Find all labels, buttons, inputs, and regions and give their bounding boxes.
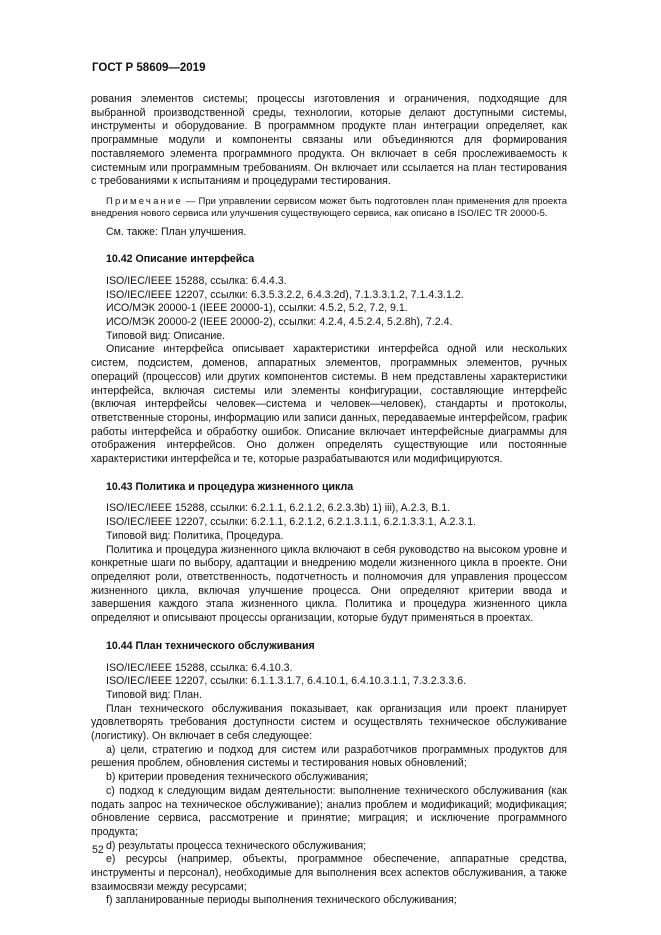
section-body: Политика и процедура жизненного цикла включают в себя руководство на высоком уровне и конкретные шаги по выбору, адаптации и внедрению модели жизненного цикла в проекте. Они определяют роли, ответственность, подотчетность и полномочия для управления процессом жизненного цикла, включая улучшение процесса. Они определяют критерии ввода и завершения каждого этапа жизненного цикла. Политика и процедура жизненного цикла определяют и описывают процессы организации, которые будут применяться в проектах.	[91, 543, 567, 625]
section-heading-10-42: 10.42 Описание интерфейса	[106, 253, 255, 266]
section-body: Описание интерфейса описывает характеристики интерфейса одной или нескольких систем, подсистем, доменов, аппаратных элементов, программных элементов, ручных операций (процессов) или других компонентов системы. В нем представлены характеристики интерфейса, включая системы или элементы конфигурации, составляющие интерфейс (включая интерфейсы человек—система и человек—человек), стандарты и протоколы, ответственные стороны, информацию или записи данных, передаваемые интерфейсом, график работы интерфейса и обработку ошибок. Описание включает интерфейсные диаграммы для отображения интерфейсов. Оно должен определять существующие или постоянные характеристики интерфейса и те, которые разрабатываются или модифицируются.	[91, 343, 567, 466]
list-item: e) ресурсы (например, объекты, программное обеспечение, аппаратные средства, инструменты и персонал), необходимые для выполнения всех аспектов обслуживания, а также взаимосвязи между ресурсами;	[91, 853, 567, 893]
note-text: — При управлении сервисом может быть подготовлен план применения для проекта внедрения нового сервиса или улучшения существующего сервиса, как описано в ISO/IEC TR 20000-5.	[91, 195, 567, 220]
reference-line: ISO/IEC/IEEE 12207, ссылки: 6.2.1.1, 6.2.1.2, 6.2.1.3.1.1, 6.2.1.3.3.1, A.2.3.1.	[106, 516, 477, 529]
reference-line: ISO/IEC/IEEE 12207, ссылки: 6.3.5.3.2.2, 6.4.3.2d), 7.1.3.3.1.2, 7.1.4.3.1.2.	[106, 288, 464, 301]
view-type: Типовой вид: Политика, Процедура.	[106, 529, 284, 542]
page-number: 52	[92, 844, 104, 856]
section-heading-10-43: 10.43 Политика и процедура жизненного цикла	[106, 480, 354, 493]
page-content	[91, 93, 567, 908]
section-heading-10-44: 10.44 План технического обслуживания	[106, 639, 315, 652]
intro-paragraph: рования элементов системы; процессы изготовления и ограничения, подходящие для выбранной производственной среды, технологии, которые делают доступными системы, инструменты и оборудование. В программном продукте план интеграции определяет, как программные модули и компоненты связаны или объединяются для формирования поставляемого элемента программного продукта. Он включает в себя прослеживаемость к системным или программным требованиям. Он включает или ссылается на план тестирования с требованиями к испытаниям и процедурами тестирования.	[91, 93, 567, 188]
list-item: d) результаты процесса технического обслуживания;	[106, 839, 367, 852]
list-item: a) цели, стратегию и подход для систем или разработчиков программных продуктов для решения проблем, обновления системы и тестирования новых обновлений;	[91, 743, 567, 770]
view-type: Типовой вид: Описание.	[106, 329, 226, 342]
see-also: См. также: План улучшения.	[106, 225, 247, 238]
reference-line: ISO/IEC/IEEE 15288, ссылка: 6.4.4.3.	[106, 274, 287, 287]
section-body: План технического обслуживания показывает, как организация или проект планирует удовлетворять требования доступности систем и осуществлять техническое обслуживание (логистику). Он включает в себя следующее:	[91, 702, 567, 743]
list-item: c) подход к следующим видам деятельности: выполнение технического обслуживания (как подать запрос на техническое обслуживание); анализ проблем и модификаций; модификация; обновление сервиса, рассмотрение и принятие; миграция; и исключение программного продукта;	[91, 784, 567, 838]
reference-line: ISO/IEC/IEEE 15288, ссылка: 6.4.10.3.	[106, 661, 293, 674]
reference-line: ISO/IEC/IEEE 12207, ссылки: 6.1.1.3.1.7, 6.4.10.1, 6.4.10.3.1.1, 7.3.2.3.3.6.	[106, 675, 467, 688]
list-item: f) запланированные периоды выполнения технического обслуживания;	[106, 894, 457, 907]
list-item: b) критерии проведения технического обслуживания;	[106, 771, 369, 784]
document-header: ГОСТ Р 58609—2019	[92, 62, 206, 74]
view-type: Типовой вид: План.	[106, 688, 202, 701]
reference-line: ИСО/МЭК 20000-2 (IEEE 20000-2), ссылки: 4.2.4, 4.5.2.4, 5.2.8h), 7.2.4.	[106, 316, 453, 329]
reference-line: ISO/IEC/IEEE 15288, ссылки: 6.2.1.1, 6.2.1.2, 6.2.3.3b) 1) iii), A.2.3, B.1.	[106, 502, 451, 515]
note	[91, 196, 567, 221]
note-label: Примечание	[106, 195, 183, 207]
reference-line: ИСО/МЭК 20000-1 (IEEE 20000-1), ссылки: 4.5.2, 5.2, 7.2, 9.1.	[106, 302, 408, 315]
